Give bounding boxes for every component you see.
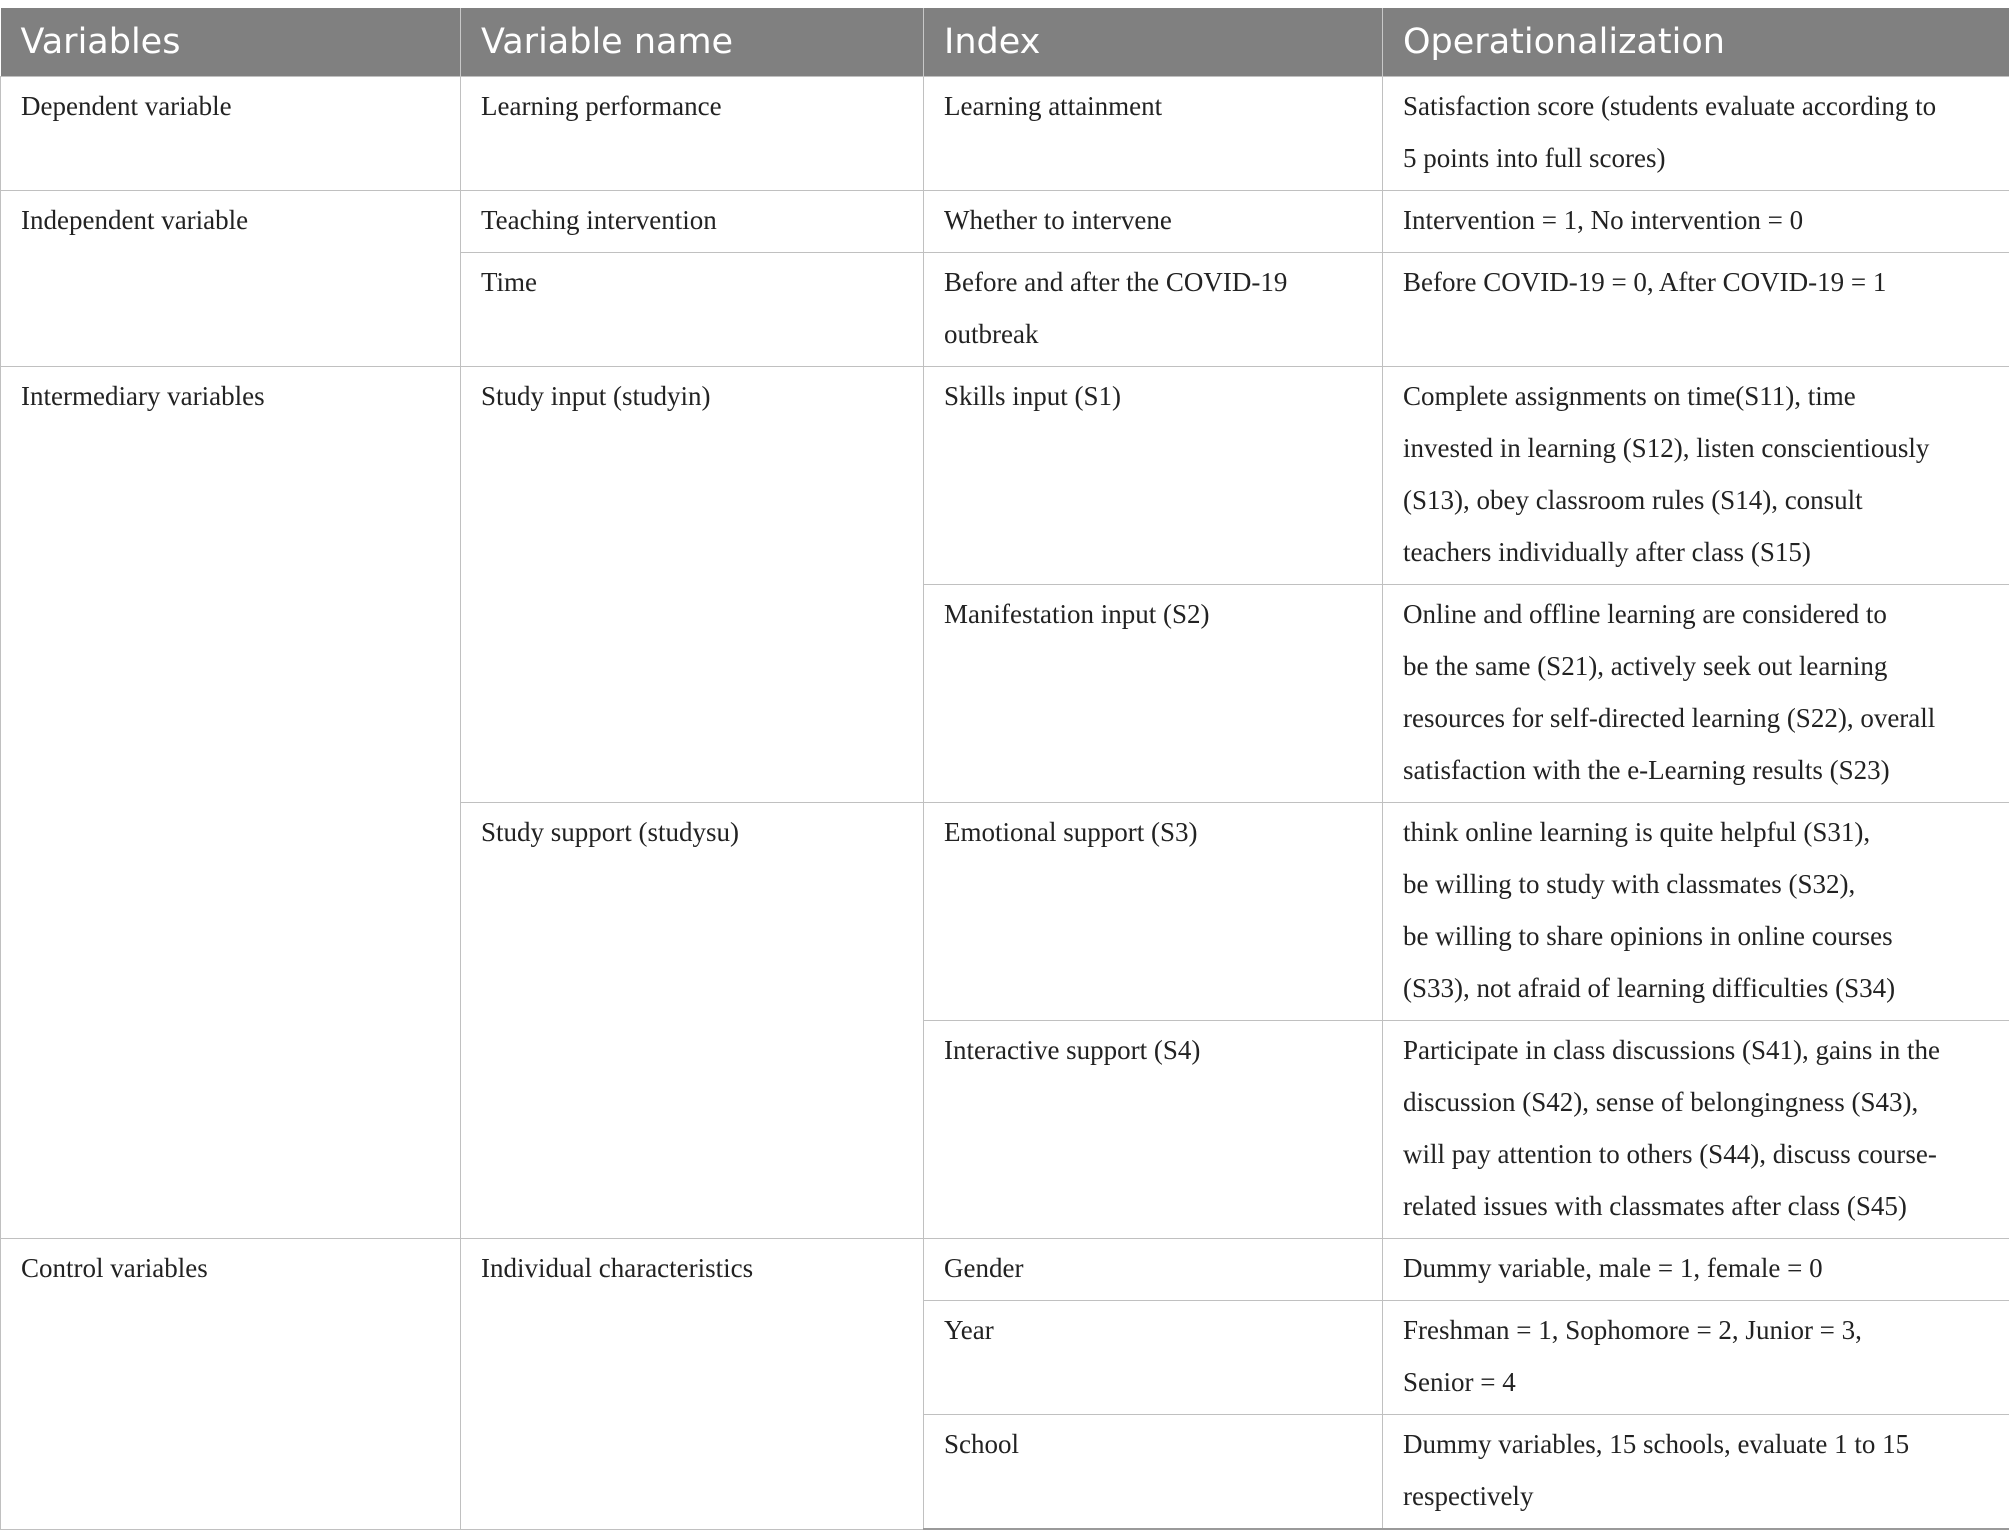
header-operationalization: Operationalization	[1383, 8, 2009, 77]
variable-name-cell: Learning performance	[461, 77, 924, 191]
op-line: Dummy variable, male = 1, female = 0	[1403, 1253, 1823, 1283]
index-cell: Whether to intervene	[924, 191, 1383, 253]
variable-cell: Dependent variable	[1, 77, 461, 191]
index-cell: Manifestation input (S2)	[924, 585, 1383, 803]
index-cell: School	[924, 1415, 1383, 1530]
op-line: resources for self-directed learning (S22), overall	[1403, 703, 1936, 733]
table-row	[1, 1239, 2009, 1301]
table-row	[1, 77, 2009, 191]
op-line: Dummy variables, 15 schools, evaluate 1 to 15	[1403, 1429, 1910, 1459]
operationalization-cell	[1383, 367, 2009, 585]
operationalization-cell	[1383, 1239, 2009, 1301]
operationalization-cell	[1383, 803, 2009, 1021]
op-line: Complete assignments on time(S11), time	[1403, 381, 1856, 411]
header-index: Index	[924, 8, 1383, 77]
variable-cell: Control variables	[1, 1239, 461, 1530]
index-line: Before and after the COVID-19	[944, 267, 1288, 297]
header-variables: Variables	[1, 8, 461, 77]
header-row	[1, 8, 2009, 77]
op-line: invested in learning (S12), listen conscientiously	[1403, 433, 1930, 463]
operationalization-cell	[1383, 77, 2009, 191]
index-cell: Learning attainment	[924, 77, 1383, 191]
op-line: Freshman = 1, Sophomore = 2, Junior = 3,	[1403, 1315, 1862, 1345]
index-cell: Year	[924, 1301, 1383, 1415]
operationalization-cell	[1383, 585, 2009, 803]
table-row	[1, 191, 2009, 253]
op-line: respectively	[1403, 1481, 1534, 1511]
variable-name-cell: Individual characteristics	[461, 1239, 924, 1530]
index-cell: Interactive support (S4)	[924, 1021, 1383, 1239]
op-line: Before COVID-19 = 0, After COVID-19 = 1	[1403, 267, 1887, 297]
op-line: Satisfaction score (students evaluate according to	[1403, 91, 1937, 121]
operationalization-cell	[1383, 253, 2009, 367]
header-variable-name: Variable name	[461, 8, 924, 77]
op-line: (S33), not afraid of learning difficulties (S34)	[1403, 973, 1896, 1003]
op-line: (S13), obey classroom rules (S14), consult	[1403, 485, 1863, 515]
op-line: satisfaction with the e-Learning results (S23)	[1403, 755, 1890, 785]
op-line: Senior = 4	[1403, 1367, 1516, 1397]
index-cell: Gender	[924, 1239, 1383, 1301]
index-cell: Skills input (S1)	[924, 367, 1383, 585]
operationalization-cell	[1383, 1415, 2009, 1530]
op-line: be the same (S21), actively seek out learning	[1403, 651, 1888, 681]
op-line: will pay attention to others (S44), discuss course-	[1403, 1139, 1937, 1169]
op-line: be willing to study with classmates (S32),	[1403, 869, 1856, 899]
index-line: outbreak	[944, 319, 1039, 349]
op-line: Participate in class discussions (S41), gains in the	[1403, 1035, 1940, 1065]
index-cell	[924, 253, 1383, 367]
variable-name-cell: Study input (studyin)	[461, 367, 924, 803]
op-line: Online and offline learning are considered to	[1403, 599, 1887, 629]
op-line: be willing to share opinions in online courses	[1403, 921, 1893, 951]
index-cell: Emotional support (S3)	[924, 803, 1383, 1021]
variable-name-cell: Teaching intervention	[461, 191, 924, 253]
table-row	[1, 367, 2009, 585]
op-line: related issues with classmates after class (S45)	[1403, 1191, 1907, 1221]
variable-cell: Independent variable	[1, 191, 461, 367]
op-line: Intervention = 1, No intervention = 0	[1403, 205, 1804, 235]
variable-cell: Intermediary variables	[1, 367, 461, 1239]
operationalization-cell	[1383, 1021, 2009, 1239]
op-line: 5 points into full scores)	[1403, 143, 1666, 173]
variable-name-cell: Study support (studysu)	[461, 803, 924, 1239]
variables-table	[0, 8, 2009, 1530]
operationalization-cell	[1383, 1301, 2009, 1415]
op-line: discussion (S42), sense of belongingness (S43),	[1403, 1087, 1919, 1117]
op-line: teachers individually after class (S15)	[1403, 537, 1811, 567]
op-line: think online learning is quite helpful (S31),	[1403, 817, 1871, 847]
variable-name-cell: Time	[461, 253, 924, 367]
operationalization-cell	[1383, 191, 2009, 253]
table-header	[1, 8, 2009, 77]
table-body	[1, 77, 2009, 1530]
